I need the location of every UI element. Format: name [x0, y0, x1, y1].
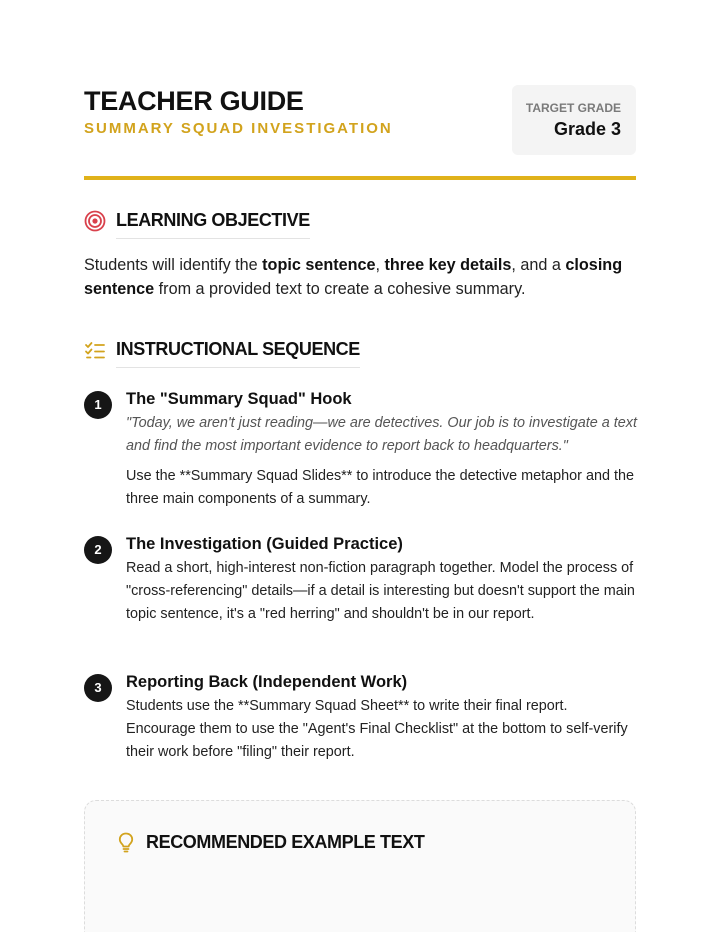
page-title: TEACHER GUIDE: [84, 86, 304, 116]
step-3-number-badge: 3: [84, 674, 112, 702]
page-subtitle: SUMMARY SQUAD INVESTIGATION: [84, 120, 393, 137]
topic-sentence-term: topic sentence: [262, 256, 376, 274]
step-1-body: [126, 388, 638, 511]
checklist-icon: [84, 339, 106, 361]
step-3-title: Reporting Back (Independent Work): [126, 673, 408, 691]
step-2-title: The Investigation (Guided Practice): [126, 535, 403, 553]
header: [84, 86, 636, 156]
step-3-body: [126, 671, 638, 764]
target-icon: [84, 210, 106, 232]
key-details-term: three key details: [384, 256, 512, 274]
step-2-text: Read a short, high-interest non-fiction paragraph together. Model the process of "cross-referencing" details—if a detail is interesting but doesn't support the main topic sentence, it's a "red herring" and shouldn't be in our report.: [126, 560, 635, 622]
recommended-example-label: RECOMMENDED EXAMPLE TEXT: [146, 832, 425, 852]
step-3-text: Students use the **Summary Squad Sheet** to write their final report. Encourage them to use the "Agent's Final Checklist" at the bottom to self-verify their work before "filing" their report.: [126, 698, 628, 760]
step-1-title: The "Summary Squad" Hook: [126, 390, 352, 408]
target-grade-card: [512, 85, 636, 155]
step-2-number-badge: 2: [84, 536, 112, 564]
instructional-sequence-label: INSTRUCTIONAL SEQUENCE: [116, 339, 360, 368]
step-1-number-badge: 1: [84, 391, 112, 419]
target-grade-label: TARGET GRADE: [525, 101, 621, 115]
learning-objective-label: LEARNING OBJECTIVE: [116, 210, 310, 239]
lightbulb-icon: [115, 831, 137, 853]
target-grade-value: Grade 3: [553, 119, 621, 139]
step-1-quote: "Today, we aren't just reading—we are detectives. Our job is to investigate a text and find the most important evidence to report back to headquarters.": [126, 415, 637, 454]
closing-sentence-term: closing sentence: [84, 256, 623, 298]
learning-objective-text: Students will identify the topic sentence, three key details, and a closing sentence from a provided text to create a cohesive summary.: [84, 256, 623, 298]
header-divider: [84, 176, 636, 180]
step-1-text: Use the **Summary Squad Slides** to introduce the detective metaphor and the three main components of a summary.: [126, 468, 634, 507]
recommended-example-box: [84, 800, 636, 932]
step-2-body: [126, 533, 638, 626]
